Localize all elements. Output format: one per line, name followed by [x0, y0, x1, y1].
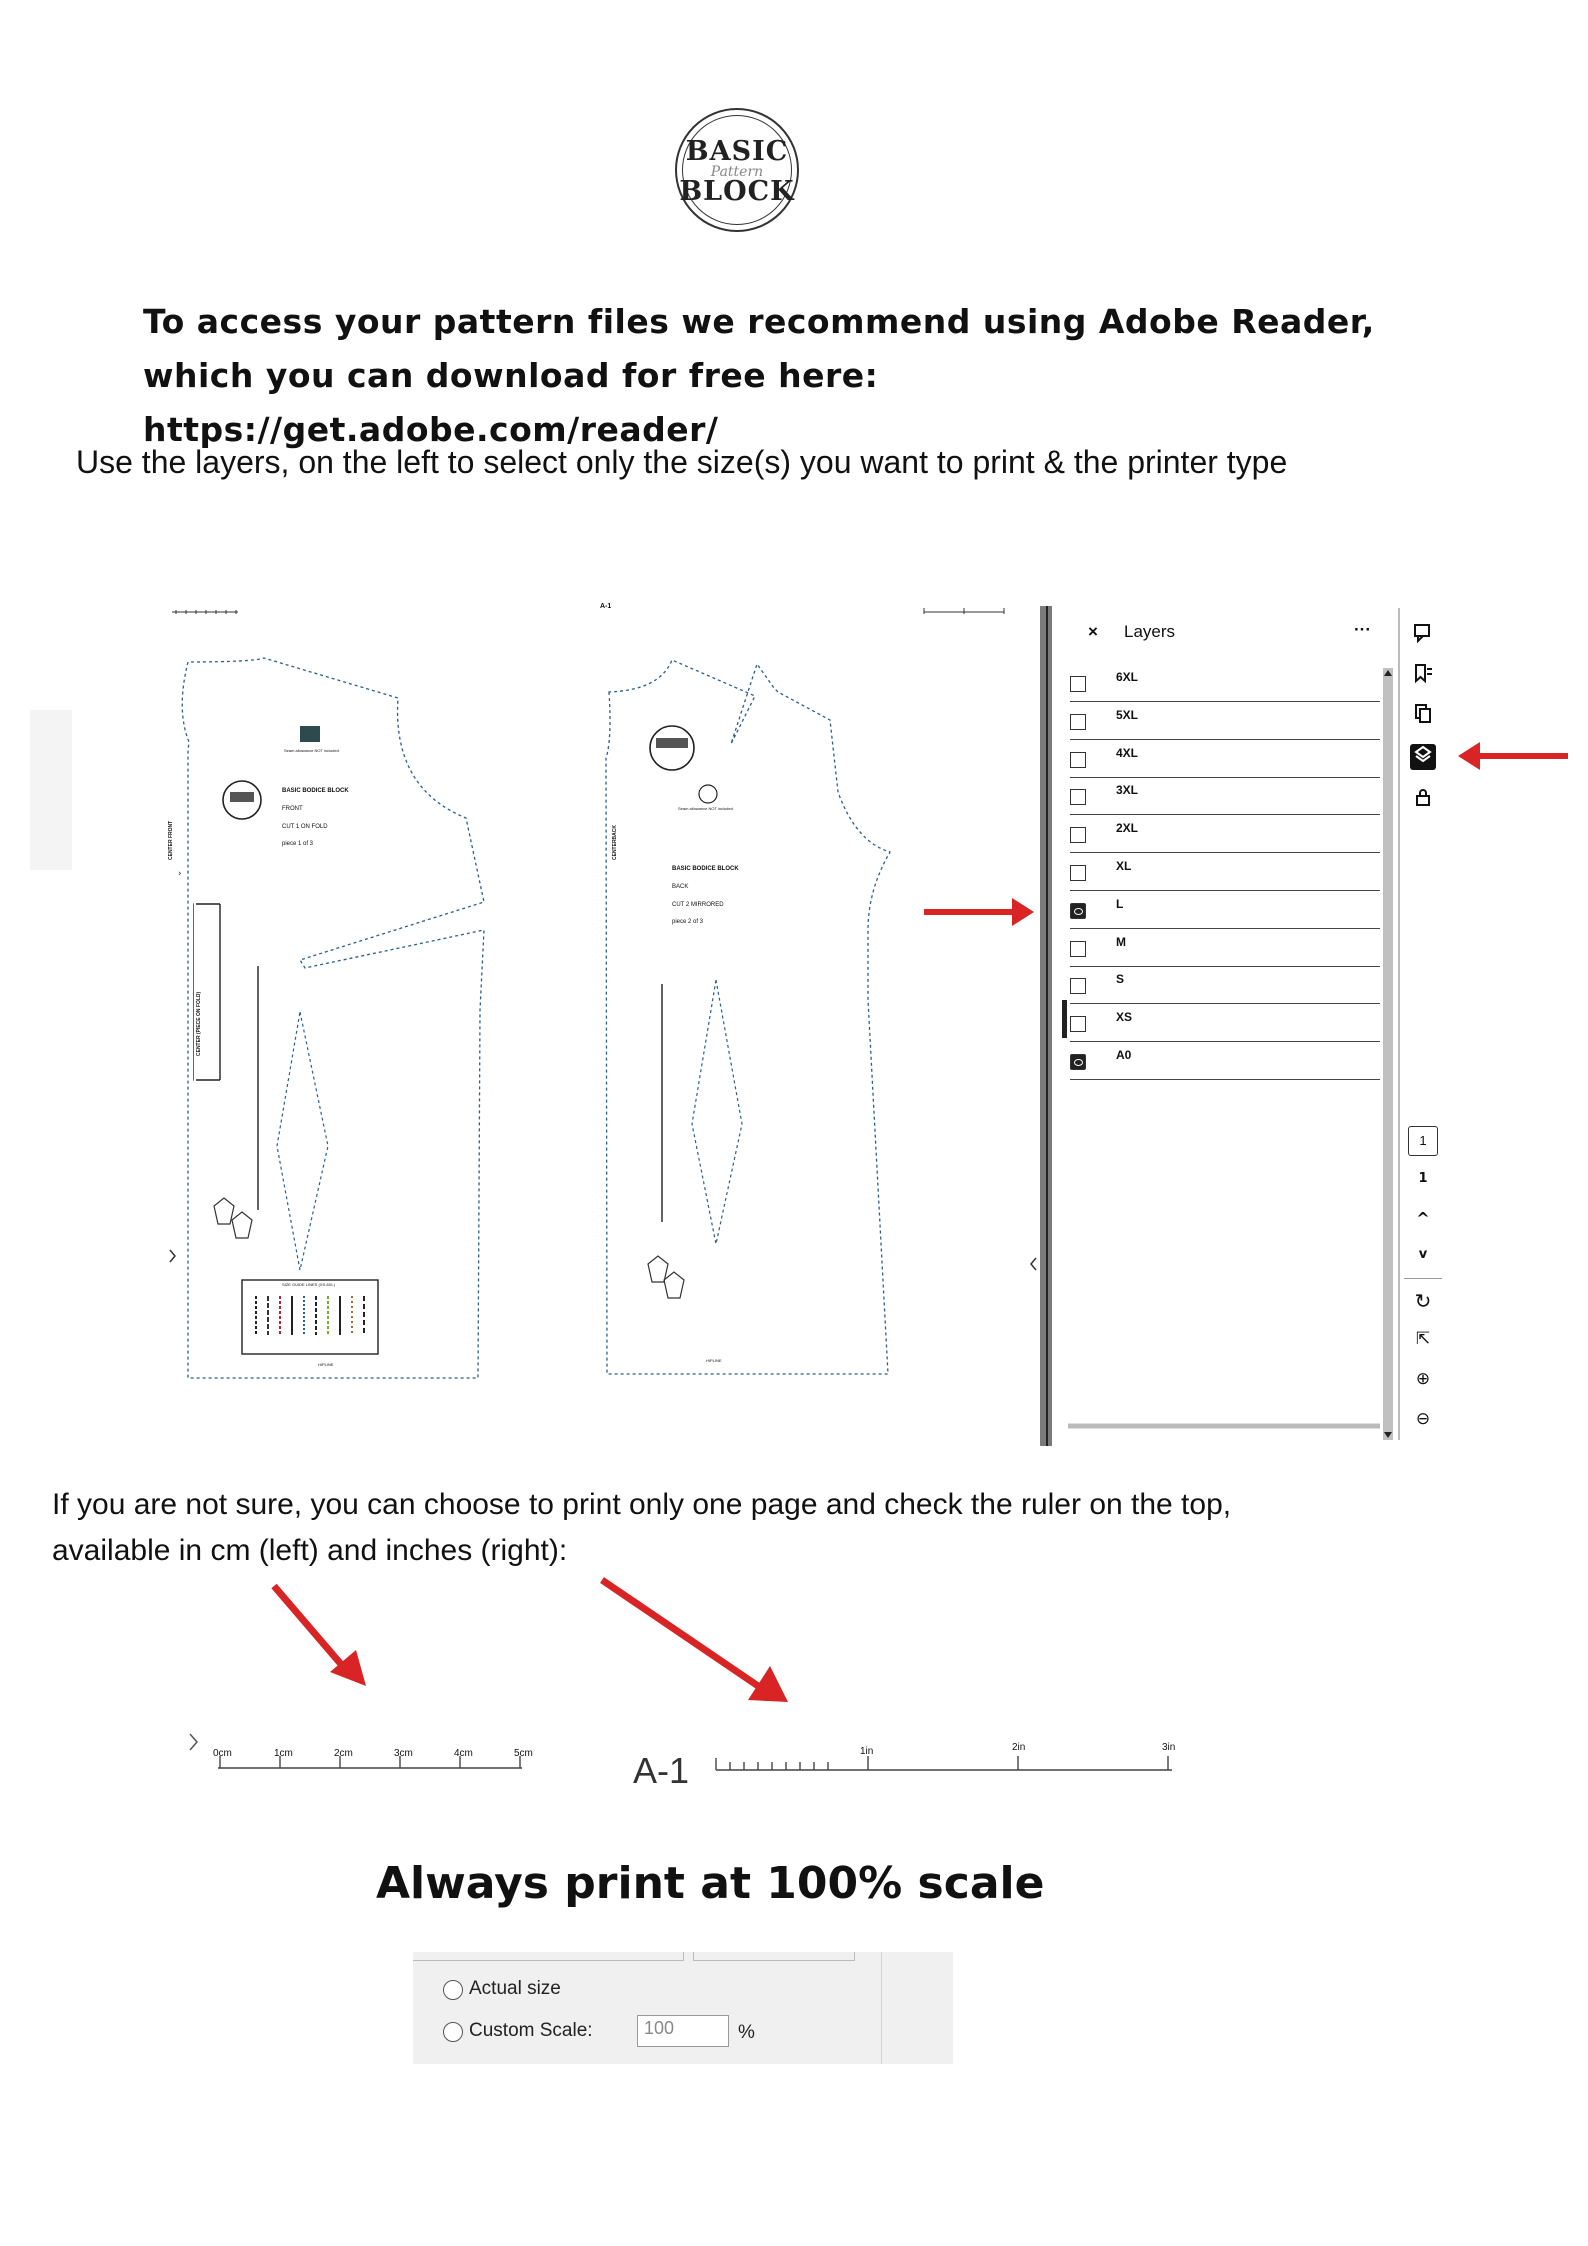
layer-label: XL	[1116, 859, 1132, 873]
custom-scale-label: Custom Scale:	[469, 2020, 593, 2041]
ruler-prev-arrow[interactable]	[190, 1734, 197, 1750]
logo-text-basic: BASIC	[685, 136, 789, 167]
layer-checkbox[interactable]	[1070, 752, 1086, 768]
ruler-in-3: 3in	[1162, 1742, 1176, 1753]
back-subtitle: BACK	[672, 884, 689, 890]
layer-checkbox[interactable]	[1070, 941, 1086, 957]
layer-checkbox[interactable]	[1070, 978, 1086, 994]
back-seam-note: Seam allowance NOT included	[678, 806, 733, 811]
cm-ruler	[218, 1756, 522, 1768]
ruler-in-2: 2in	[1012, 1742, 1026, 1753]
layers-instruction: Use the layers, on the left to select only the size(s) you want to print & the printer type	[76, 444, 1288, 480]
layer-label: 3XL	[1116, 783, 1139, 798]
right-toolbar	[1398, 608, 1448, 1440]
logo-text-pattern: Pattern	[710, 164, 764, 180]
layer-row-6xl[interactable]	[1070, 664, 1380, 702]
custom-scale-input[interactable]: 100	[637, 2015, 729, 2047]
ruler-instruction-line-1: If you are not sure, you can choose to print only one page and check the ruler on the top,	[52, 1488, 1232, 1521]
layer-row-s[interactable]	[1070, 966, 1380, 1004]
left-shade	[30, 710, 72, 870]
size-table-title: SIZE GUIDE LINES (XS-6XL)	[282, 1282, 335, 1287]
layer-checkbox[interactable]	[1070, 714, 1086, 730]
percent-label: %	[738, 2022, 755, 2043]
ruler-cm-1: 1cm	[274, 1748, 293, 1759]
front-fold-label: CENTER (PIECE ON FOLD)	[196, 991, 202, 1056]
layers-panel-header	[1088, 622, 1378, 650]
fit-page-icon[interactable]: ⇱	[1415, 1329, 1431, 1349]
layer-divider	[1070, 1079, 1380, 1080]
next-page-button[interactable]: v	[1418, 1247, 1428, 1262]
collapse-panel-arrow[interactable]	[1031, 1258, 1036, 1270]
back-dart	[692, 980, 742, 1244]
front-hipline: HIPLINE	[318, 1362, 334, 1367]
layer-checkbox[interactable]	[1070, 1016, 1086, 1032]
actual-size-radio[interactable]	[443, 1980, 463, 2000]
back-figure-sketch	[648, 1256, 684, 1298]
layers-scrollbar[interactable]	[1383, 668, 1393, 1440]
ruler-cm-5: 5cm	[514, 1748, 533, 1759]
layer-visible-icon[interactable]	[1070, 903, 1086, 919]
rotate-icon[interactable]: ↻	[1414, 1289, 1432, 1313]
layer-label: 4XL	[1116, 745, 1139, 760]
back-page-label: A-1	[600, 603, 612, 610]
layer-checkbox[interactable]	[1070, 676, 1086, 692]
layer-row-4xl[interactable]	[1070, 740, 1380, 778]
print-dialog-snippet	[413, 1952, 953, 2064]
front-brand-logo	[300, 726, 320, 742]
ruler-cm-3: 3cm	[394, 1748, 413, 1759]
back-piece: piece 2 of 3	[672, 919, 704, 925]
scale-heading: Always print at 100% scale	[376, 1858, 1045, 1909]
layer-visible-icon[interactable]	[1070, 1054, 1086, 1070]
lock-icon[interactable]	[1410, 786, 1436, 812]
layer-label: XS	[1116, 1010, 1133, 1025]
layer-label: M	[1116, 934, 1126, 949]
arrow-to-cm-ruler	[274, 1586, 366, 1686]
intro-text	[143, 295, 1443, 457]
front-dart	[277, 1012, 328, 1270]
layer-label: 5XL	[1116, 707, 1139, 722]
page-number-input[interactable]: 1	[1408, 1126, 1438, 1156]
layer-row-a0[interactable]	[1070, 1042, 1380, 1080]
bookmark-icon[interactable]	[1410, 662, 1436, 688]
layer-row-m[interactable]	[1070, 929, 1380, 967]
layer-label: L	[1116, 896, 1124, 911]
front-cut: CUT 1 ON FOLD	[282, 824, 328, 830]
back-side-label: CENTERBACK	[612, 825, 618, 860]
arrow-to-inch-ruler	[602, 1580, 788, 1702]
front-subtitle: FRONT	[282, 806, 303, 812]
back-title: BASIC BODICE BLOCK	[672, 866, 739, 872]
layer-label: 6XL	[1116, 670, 1139, 684]
logo-text-block: BLOCK	[679, 176, 795, 207]
front-figure-sketch	[214, 1198, 252, 1238]
back-hipline: HIPLINE	[706, 1358, 722, 1363]
layer-checkbox[interactable]	[1070, 789, 1086, 805]
front-seam-note: Seam allowance NOT included	[284, 748, 339, 753]
size-table	[242, 1280, 378, 1354]
zoom-out-icon[interactable]: ⊖	[1415, 1409, 1431, 1429]
page-total: 1	[1418, 1171, 1428, 1186]
zoom-in-icon[interactable]: ⊕	[1415, 1369, 1431, 1389]
brand-logo	[675, 108, 799, 232]
ruler-page-label: A-1	[633, 1750, 690, 1791]
ruler-cm-4: 4cm	[454, 1748, 473, 1759]
layers-icon[interactable]	[1410, 744, 1436, 770]
front-side-label: CENTER FRONT	[168, 820, 174, 860]
inch-ruler	[716, 1756, 1172, 1770]
custom-scale-radio[interactable]	[443, 2022, 463, 2042]
layer-row-3xl[interactable]	[1070, 777, 1380, 815]
layer-row-xl[interactable]	[1070, 853, 1380, 891]
layer-row-5xl[interactable]	[1070, 702, 1380, 740]
pages-icon[interactable]	[1410, 702, 1436, 728]
actual-size-label: Actual size	[469, 1978, 561, 1999]
more-menu-icon[interactable]: ···	[1354, 620, 1371, 639]
prev-page-button[interactable]: ^	[1416, 1209, 1430, 1228]
layer-checkbox[interactable]	[1070, 827, 1086, 843]
ruler-cm-2: 2cm	[334, 1748, 353, 1759]
back-top-ruler	[924, 608, 1004, 614]
back-cut: CUT 2 MIRRORED	[672, 902, 724, 908]
layers-title: Layers	[1124, 622, 1176, 641]
layer-label: 2XL	[1116, 821, 1139, 836]
comment-icon[interactable]	[1410, 622, 1436, 648]
arrow-to-layers-icon	[1458, 742, 1568, 770]
ruler-cm-0: 0cm	[213, 1748, 232, 1759]
close-icon[interactable]: ×	[1088, 622, 1098, 641]
intro-line-2: which you can download for free here: https://get.adobe.com/reader/	[143, 356, 879, 449]
front-top-ruler	[172, 610, 238, 614]
back-mini-logo	[699, 785, 717, 803]
intro-line-1: To access your pattern files we recommend using Adobe Reader,	[143, 302, 1375, 341]
layer-row-xs[interactable]	[1070, 1004, 1380, 1042]
prev-page-arrow[interactable]	[170, 1250, 175, 1262]
front-piece: piece 1 of 3	[282, 841, 314, 847]
layer-row-2xl[interactable]	[1070, 815, 1380, 853]
ruler-illustration	[0, 1560, 1588, 1800]
ruler-instruction-line-2: available in cm (left) and inches (right):	[52, 1534, 568, 1567]
layer-row-l[interactable]	[1070, 891, 1380, 929]
front-side-arrow[interactable]: ›	[178, 869, 182, 879]
layer-label: A0	[1116, 1048, 1132, 1062]
layer-label: S	[1116, 972, 1125, 987]
arrow-to-layers	[924, 898, 1034, 926]
ruler-in-1: 1in	[860, 1746, 874, 1757]
layer-checkbox[interactable]	[1070, 865, 1086, 881]
front-title: BASIC BODICE BLOCK	[282, 788, 349, 794]
